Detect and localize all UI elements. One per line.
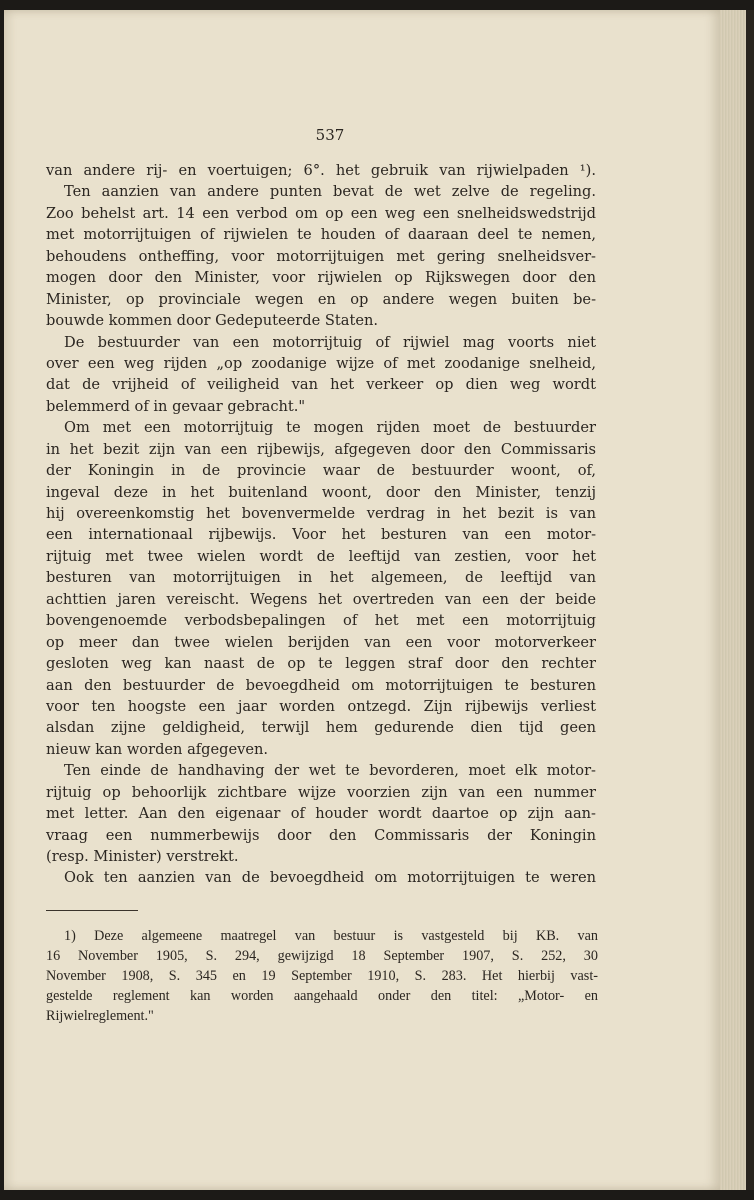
body-line: mogen door den Minister, voor rijwielen op Rijkswegen door den bbox=[46, 269, 596, 287]
body-line: ingeval deze in het buitenland woont, door den Minister, tenzij bbox=[46, 483, 596, 501]
body-line: bovengenoemde verbodsbepalingen of het met een motorrijtuig bbox=[46, 612, 596, 630]
body-line: hij overeenkomstig het bovenvermelde verdrag in het bezit is van bbox=[46, 505, 596, 522]
body-line: met letter. Aan den eigenaar of houder wordt daartoe op zijn aan- bbox=[46, 805, 596, 823]
page-edges bbox=[720, 10, 746, 1190]
footnote-divider bbox=[46, 910, 138, 911]
body-line: van andere rij- en voertuigen; 6°. het gebruik van rijwielpaden ¹). bbox=[46, 162, 596, 179]
page-number: 537 bbox=[315, 126, 345, 144]
footnote-line: Rijwielreglement." bbox=[46, 1008, 154, 1024]
body-line: over een weg rijden „op zoodanige wijze of met zoodanige snelheid, bbox=[46, 354, 596, 372]
body-line: in het bezit zijn van een rijbewijs, afgegeven door den Commissaris bbox=[46, 440, 596, 458]
body-line: op meer dan twee wielen berijden van een voor motorverkeer bbox=[46, 633, 596, 651]
footnote-line: November 1908, S. 345 en 19 September 1910, S. 283. Het hierbij vast- bbox=[46, 968, 598, 984]
body-line: Ten aanzien van andere punten bevat de wet zelve de regeling. bbox=[64, 183, 596, 201]
body-line: Zoo behelst art. 14 een verbod om op een weg een snelheidswedstrijd bbox=[46, 204, 596, 222]
body-line: bouwde kommen door Gedeputeerde Staten. bbox=[46, 312, 378, 330]
body-line: voor ten hoogste een jaar worden ontzegd. Zijn rijbewijs verliest bbox=[46, 697, 596, 715]
body-line: gesloten weg kan naast de op te leggen straf door den rechter bbox=[46, 655, 596, 673]
footnote-line: 1) Deze algemeene maatregel van bestuur is vastgesteld bij KB. van bbox=[64, 928, 598, 944]
body-line: Minister, op provinciale wegen en op andere wegen buiten be- bbox=[46, 290, 596, 308]
body-line: der Koningin in de provincie waar de bestuurder woont, of, bbox=[46, 462, 596, 480]
body-line: belemmerd of in gevaar gebracht." bbox=[46, 397, 306, 415]
book-edge-shadow bbox=[746, 10, 754, 1190]
body-text bbox=[46, 160, 596, 889]
body-line: Ten einde de handhaving der wet te bevorderen, moet elk motor- bbox=[64, 762, 596, 780]
body-line: behoudens ontheffing, voor motorrijtuigen met gering snelheidsver- bbox=[46, 247, 596, 265]
footnote-line: gestelde reglement kan worden aangehaald onder den titel: „Motor- en bbox=[46, 988, 598, 1004]
body-line: achttien jaren vereischt. Wegens het overtreden van een der beide bbox=[46, 590, 596, 608]
body-line: met motorrijtuigen of rijwielen te houden of daaraan deel te nemen, bbox=[46, 226, 596, 244]
body-line: nieuw kan worden afgegeven. bbox=[46, 740, 269, 758]
body-line: aan den bestuurder de bevoegdheid om motorrijtuigen te besturen bbox=[46, 676, 596, 694]
body-line: dat de vrijheid of veiligheid van het verkeer op dien weg wordt bbox=[46, 376, 596, 394]
footnote bbox=[46, 926, 598, 1026]
body-line: rijtuig op behoorlijk zichtbare wijze voorzien zijn van een nummer bbox=[46, 783, 596, 801]
body-line: een internationaal rijbewijs. Voor het besturen van een motor- bbox=[46, 526, 596, 544]
body-line: Om met een motorrijtuig te mogen rijden moet de bestuurder bbox=[64, 419, 596, 437]
body-line: besturen van motorrijtuigen in het algemeen, de leeftijd van bbox=[46, 569, 596, 587]
footnote-line: 16 November 1905, S. 294, gewijzigd 18 September 1907, S. 252, 30 bbox=[46, 948, 598, 964]
body-line: rijtuig met twee wielen wordt de leeftijd van zestien, voor het bbox=[46, 547, 596, 565]
body-line: vraag een nummerbewijs door den Commissaris der Koningin bbox=[46, 826, 596, 844]
body-line: (resp. Minister) verstrekt. bbox=[46, 848, 239, 865]
body-line: De bestuurder van een motorrijtuig of rijwiel mag voorts niet bbox=[64, 333, 596, 351]
body-line: alsdan zijne geldigheid, terwijl hem gedurende dien tijd geen bbox=[46, 719, 596, 737]
body-line: Ook ten aanzien van de bevoegdheid om motorrijtuigen te weren bbox=[64, 869, 596, 887]
